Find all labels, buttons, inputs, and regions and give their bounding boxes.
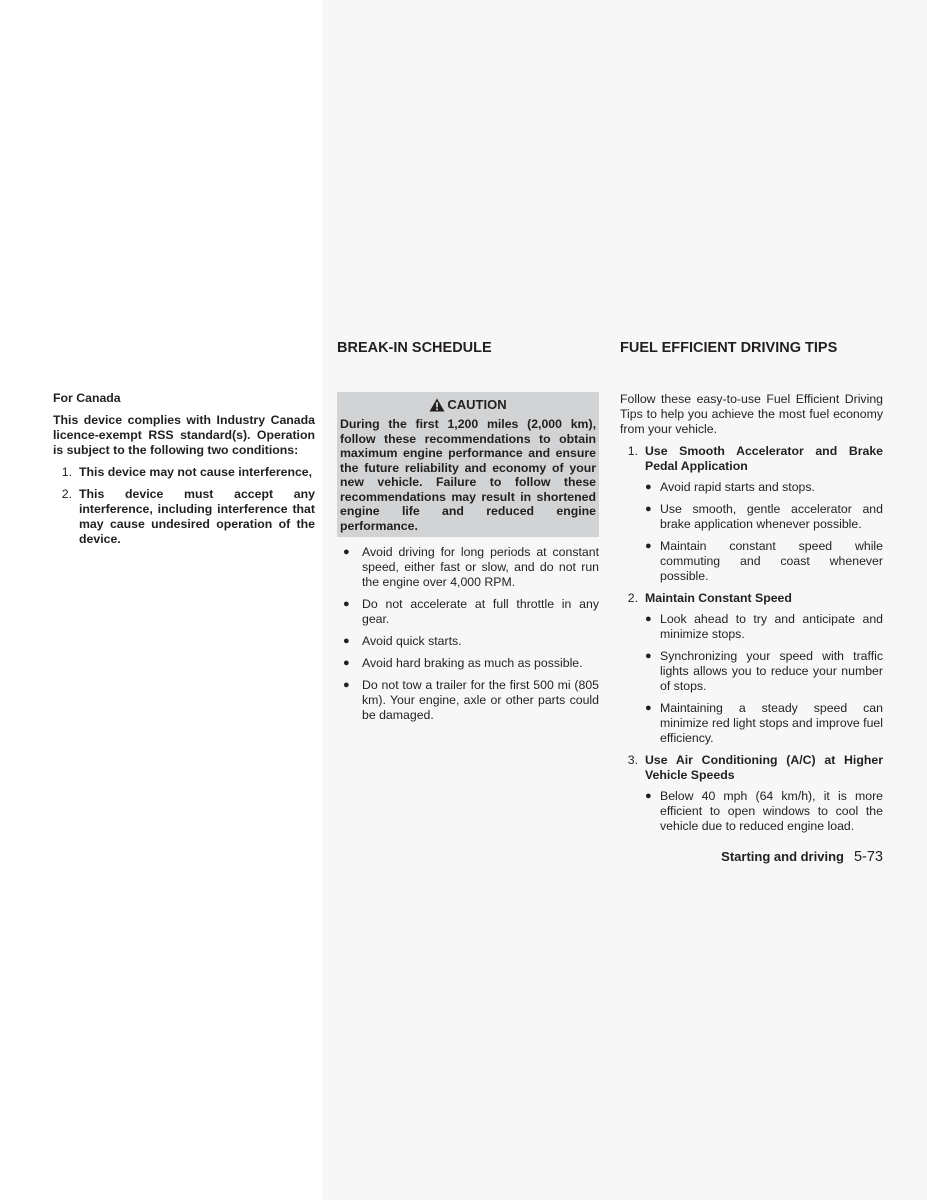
bullet-icon: ● (645, 790, 652, 802)
tip-heading (620, 591, 883, 606)
bullet-text: Avoid hard braking as much as possible. (362, 656, 583, 670)
list-text: This device may not cause interference, (79, 465, 313, 479)
bullet-icon: ● (645, 702, 652, 714)
canada-conditions-list (53, 465, 315, 547)
warning-triangle-icon (429, 398, 445, 412)
bullet-icon: ● (645, 540, 652, 552)
list-number: 1. (61, 465, 72, 479)
tip-bullets (640, 789, 883, 834)
bullet-text: Do not accelerate at full throttle in any gear. (362, 597, 599, 626)
list-item (640, 539, 883, 584)
list-item (337, 597, 599, 627)
page-number: 5-73 (853, 849, 883, 865)
list-item (53, 465, 315, 480)
tip-title: Use Air Conditioning (A/C) at Higher Vehicle Speeds (645, 753, 883, 782)
tip-heading (620, 444, 883, 474)
tip-section (620, 591, 883, 746)
bullet-icon: ● (645, 650, 652, 662)
list-item (337, 634, 599, 649)
bullet-text: Avoid rapid starts and stops. (660, 480, 815, 494)
bullet-text: Maintain constant speed while commuting and coast whenever possible. (660, 539, 883, 583)
bullet-text: Maintaining a steady speed can minimize red light stops and improve fuel efficiency. (660, 701, 883, 745)
bullet-text: Use smooth, gentle accelerator and brake application whenever possible. (660, 502, 883, 531)
list-text: This device must accept any interference, including interference that may cause undesired operation of the device. (79, 487, 315, 546)
bullet-icon: ● (343, 598, 350, 610)
break-in-title: BREAK-IN SCHEDULE (337, 340, 492, 356)
bullet-icon: ● (343, 679, 350, 691)
canada-compliance-column (53, 391, 315, 554)
tip-title: Maintain Constant Speed (645, 591, 792, 605)
bullet-icon: ● (343, 657, 350, 669)
tip-section (620, 444, 883, 584)
canada-intro: This device complies with Industry Canada licence-exempt RSS standard(s). Operation is subject to the following two conditions: (53, 413, 315, 457)
caution-text: During the first 1,200 miles (2,000 km), follow these recommendations to obtain maximum engine performance and ensure the future reliability and economy of your new vehicle. Failure to follow these recommendations may result in shortened engine life and reduced engine performance. (340, 417, 596, 533)
bullet-text: Look ahead to try and anticipate and minimize stops. (660, 612, 883, 641)
break-in-column (337, 340, 599, 730)
list-item (337, 656, 599, 671)
list-item (640, 480, 883, 495)
bullet-text: Synchronizing your speed with traffic lights allows you to reduce your number of stops. (660, 649, 883, 693)
bullet-icon: ● (645, 481, 652, 493)
list-item (640, 649, 883, 694)
tip-number: 2. (627, 591, 638, 605)
bullet-text: Do not tow a trailer for the first 500 mi (805 km). Your engine, axle or other parts could be damaged. (362, 678, 599, 722)
tip-heading (620, 753, 883, 783)
tip-title: Use Smooth Accelerator and Brake Pedal Application (645, 444, 883, 473)
bullet-icon: ● (645, 503, 652, 515)
canada-heading: For Canada (53, 391, 121, 405)
caution-label: CAUTION (447, 397, 507, 412)
bullet-text: Below 40 mph (64 km/h), it is more efficient to open windows to cool the vehicle due to reduced engine load. (660, 789, 883, 833)
list-item (337, 678, 599, 723)
caution-box (337, 392, 599, 537)
list-item (640, 502, 883, 532)
bullet-icon: ● (343, 546, 350, 558)
list-item (337, 545, 599, 590)
tip-number: 1. (627, 444, 638, 458)
tip-bullets (640, 612, 883, 746)
bullet-icon: ● (343, 635, 350, 647)
bullet-text: Avoid quick starts. (362, 634, 462, 648)
bullet-text: Avoid driving for long periods at constant speed, either fast or slow, and do not run the engine over 4,000 RPM. (362, 545, 599, 589)
fuel-tips-column (620, 340, 883, 841)
caution-header (340, 396, 596, 413)
tip-number: 3. (627, 753, 638, 767)
footer-section-title: Starting and driving (721, 849, 844, 864)
bullet-icon: ● (645, 613, 652, 625)
page-footer (620, 848, 883, 866)
list-item (53, 487, 315, 547)
list-item (640, 789, 883, 834)
break-in-bullets (337, 545, 599, 723)
fuel-tips-intro: Follow these easy-to-use Fuel Efficient Driving Tips to help you achieve the most fuel economy from your vehicle. (620, 392, 883, 436)
list-item (640, 612, 883, 642)
fuel-tips-title: FUEL EFFICIENT DRIVING TIPS (620, 340, 838, 356)
list-number: 2. (61, 487, 72, 501)
tip-section (620, 753, 883, 834)
left-page-area (0, 0, 322, 1200)
list-item (640, 701, 883, 746)
tip-bullets (640, 480, 883, 584)
